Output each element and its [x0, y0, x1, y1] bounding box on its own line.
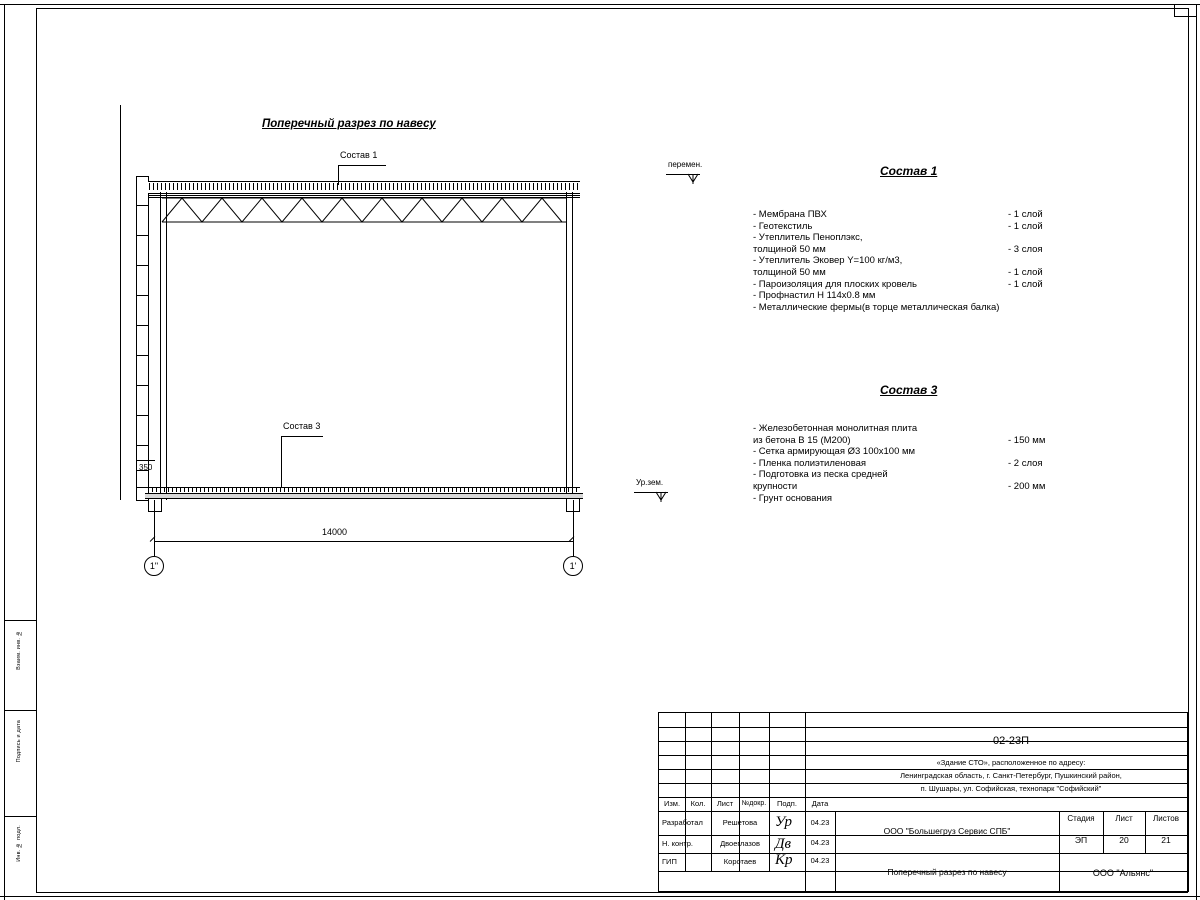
spec3-row: крупности - 200 мм — [753, 480, 1046, 492]
footing-left — [148, 498, 162, 512]
dim-tick-left — [150, 536, 161, 547]
spec1-row: толщиной 50 мм - 1 слой — [753, 266, 1043, 278]
object-line-0: «Здание СТО», расположенное по адресу: — [936, 758, 1086, 768]
callout-bottom-leader-h — [281, 436, 323, 437]
spec1-row: - Мембрана ПВХ - 1 слой — [753, 209, 1043, 220]
axis-bubble-left — [144, 556, 164, 576]
column-left-outer — [160, 192, 161, 500]
border-tiny-box-bottom — [1174, 16, 1197, 17]
axis-left-line — [154, 541, 155, 556]
callout-bottom-leader-v — [281, 436, 282, 488]
spec1-row: - Утеплитель Пеноплэкс, — [753, 232, 863, 244]
col-header-ndoc: №докр. — [741, 799, 767, 807]
axis-bubble-left-label: 1" — [149, 561, 159, 571]
dim-height-tick-top — [137, 460, 155, 461]
dim-width-line — [154, 541, 574, 542]
spec3-row: - Подготовка из песка средней — [753, 469, 888, 481]
col-header-data: Дата — [811, 798, 829, 808]
spec3-heading: Состав 3 — [880, 383, 938, 397]
designer-org: ООО "Большегруз Сервис СПБ" — [883, 826, 1011, 837]
object-line-2: п. Шушары, ул. Софийская, технопарк "Софийский" — [920, 784, 1102, 794]
dim-width-label: 14000 — [322, 527, 348, 537]
spec1-row: - Утеплитель Эковер Y=100 кг/м3, — [753, 255, 903, 267]
builder-org: ООО "Альянс" — [1092, 867, 1154, 878]
col-header-kol: Кол. — [690, 798, 706, 808]
spec1-row: - Профнастил Н 114х0.8 мм — [753, 290, 876, 302]
border-tiny-box-right — [1174, 4, 1175, 16]
spec1-row: - Металлические фермы(в торце металлическая балка) — [753, 301, 1000, 313]
roof-hatch — [149, 183, 579, 190]
roof-line-lower — [148, 195, 580, 196]
object-line-1: Ленинградская область, г. Санкт-Петербург, Пушкинский район, — [900, 771, 1122, 781]
callout-label-bottom: Состав 3 — [283, 421, 321, 431]
project-code: 02-23П — [992, 734, 1030, 747]
sheets-value: 21 — [1161, 835, 1171, 846]
sheets-header: Листов — [1153, 814, 1179, 824]
spec1-heading: Состав 1 — [880, 164, 938, 178]
axis-bubble-right — [563, 556, 583, 576]
margin-label-1: Подпись и дата — [16, 720, 22, 763]
sheet-header: Лист — [1115, 814, 1133, 824]
stage-value: ЭП — [1074, 835, 1088, 846]
margin-label-0: Взаим. инв. № — [16, 630, 22, 670]
axis-bubble-right-label: 1' — [569, 561, 577, 571]
role-0-name: Решетова — [722, 817, 758, 827]
floor-hatch — [148, 488, 580, 492]
spec1-row: - Геотекстиль - 1 слой — [753, 220, 1043, 232]
level-variable-arrow — [688, 174, 700, 186]
role-2-name: Коротаев — [723, 856, 757, 866]
col-header-podp: Подп. — [777, 798, 797, 808]
spec3-row: - Сетка армирующая Ø3 100х100 мм — [753, 446, 916, 458]
role-2-date: 04.23 — [810, 855, 830, 865]
callout-top-leader-v — [338, 165, 339, 185]
dim-height-tick-bottom — [137, 487, 155, 488]
margin-label-2: Инв. № подл. — [16, 825, 22, 862]
col-header-list: Лист — [716, 798, 734, 808]
role-0-date: 04.23 — [810, 817, 830, 827]
role-1: Н. контр. — [662, 838, 693, 848]
spec3-row: - Пленка полиэтиленовая - 2 слоя — [753, 457, 1043, 469]
margin-strip — [4, 620, 37, 892]
role-0: Разработал — [662, 817, 703, 827]
signature-0: Ур — [775, 814, 792, 830]
level-ground-arrow — [656, 492, 668, 504]
border-inner-right — [1188, 8, 1189, 892]
column-right-inner — [566, 192, 567, 500]
sheet-value: 20 — [1119, 835, 1129, 846]
stage-header: Стадия — [1067, 814, 1095, 824]
dim-height-label: 350 — [139, 463, 153, 472]
role-1-name: Двоеглазов — [720, 838, 760, 848]
level-variable-label: перемен. — [668, 160, 703, 169]
signature-1: Дв — [775, 836, 792, 852]
extension-line-left — [120, 105, 121, 500]
axis-right-line — [573, 541, 574, 556]
spec1-row: толщиной 50 мм - 3 слоя — [753, 243, 1043, 255]
spec1-row: - Пароизоляция для плоских кровель - 1 слой — [753, 278, 1043, 290]
border-outer-right — [1196, 4, 1197, 900]
column-left-inner — [166, 192, 167, 500]
col-header-izm: Изм. — [663, 798, 681, 808]
signature-2: Кр — [775, 852, 793, 868]
roof-truss — [148, 197, 580, 225]
spec1-list — [753, 209, 1043, 313]
level-ground-label: Ур.зем. — [636, 478, 664, 487]
role-2: ГИП — [662, 856, 677, 866]
drawing-title: Поперечный разрез по навесу — [262, 118, 436, 130]
spec3-row: из бетона В 15 (М200) - 150 мм — [753, 434, 1046, 446]
spec3-list — [753, 423, 1046, 504]
sheet-title: Поперечный разрез по навесу — [887, 867, 1007, 878]
border-outer-top — [0, 4, 1200, 5]
title-block — [658, 712, 1188, 892]
column-right-outer — [572, 192, 573, 500]
border-inner-top — [36, 8, 1188, 9]
dim-tick-right — [569, 536, 580, 547]
callout-label-top: Состав 1 — [340, 150, 378, 160]
floor-base-line — [145, 498, 583, 499]
border-outer-bottom — [0, 896, 1200, 897]
role-1-date: 04.23 — [810, 837, 830, 847]
spec3-row: - Железобетонная монолитная плита — [753, 423, 918, 434]
spec3-row: - Грунт основания — [753, 492, 833, 504]
callout-top-leader-h — [338, 165, 386, 166]
